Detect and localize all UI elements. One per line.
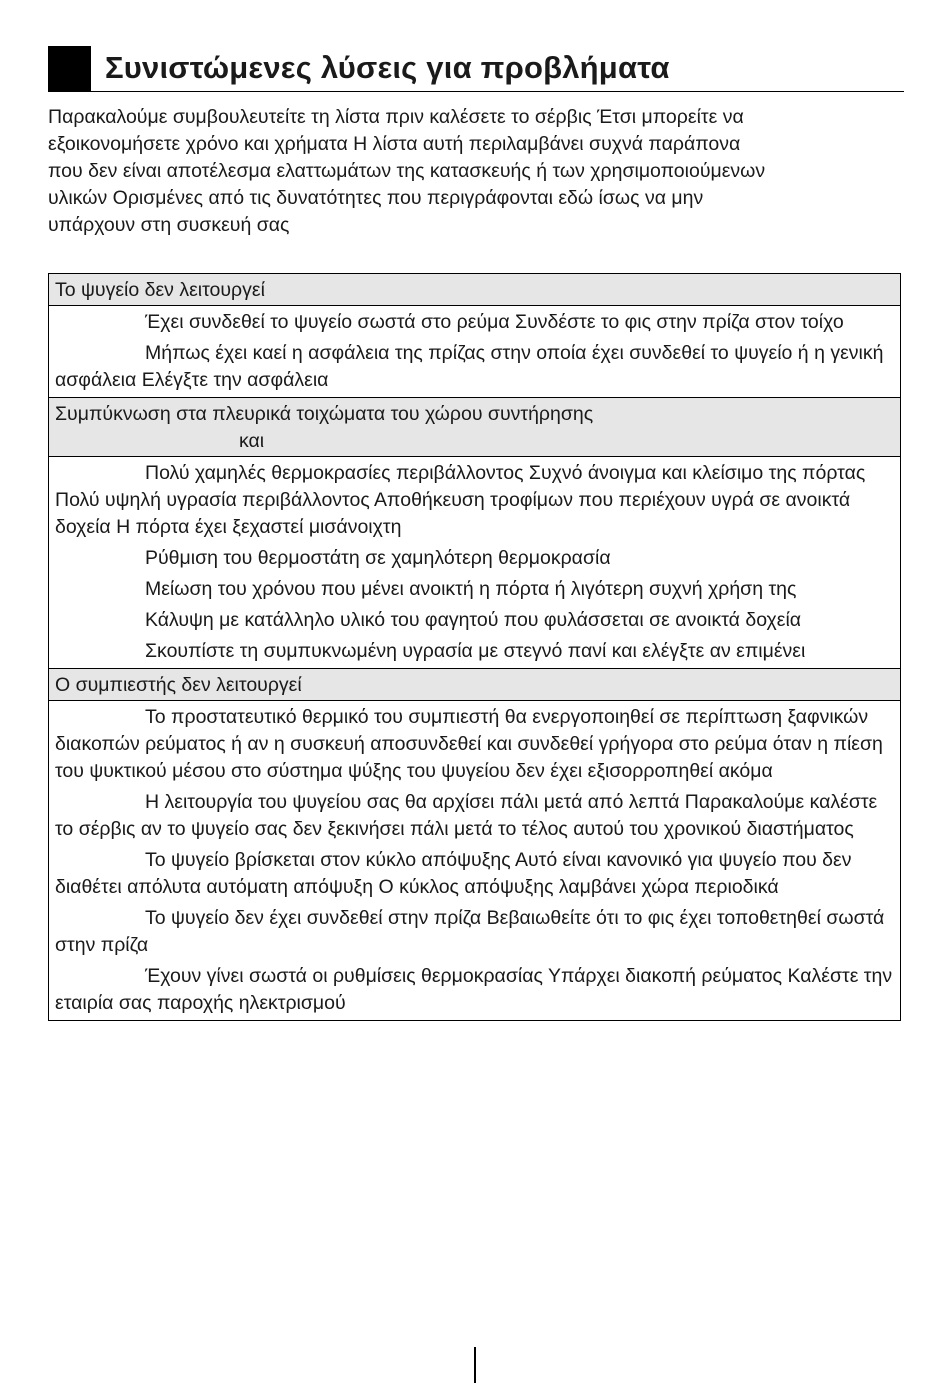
page-number-mark — [474, 1347, 476, 1383]
solution-item: Σκουπίστε τη συμπυκνωμένη υγρασία με στεγνό πανί και ελέγξτε αν επιμένει — [145, 640, 806, 662]
solution-item: Κάλυψη με κατάλληλο υλικό του φαγητού που φυλάσσεται σε ανοικτά δοχεία — [145, 609, 802, 631]
solution-item: Έχει συνδεθεί το ψυγείο σωστά στο ρεύμα Συνδέστε το φις στην πρίζα στον τοίχο — [145, 311, 844, 333]
problem-header-compressor — [49, 669, 900, 701]
section-heading — [48, 46, 904, 92]
solution-item: Μείωση του χρόνου που μένει ανοικτή η πόρτα ή λιγότερη συχνή χρήση της — [145, 578, 797, 600]
problem-title-continuation: και — [239, 430, 265, 452]
intro-line: υπάρχουν στη συσκευή σας — [48, 214, 290, 236]
solution-item: Το ψυγείο δεν έχει συνδεθεί στην πρίζα Βεβαιωθείτε ότι το φις έχει τοποθετηθεί σωστά στην πρίζα — [55, 907, 885, 956]
problem-title: Συμπύκνωση στα πλευρικά τοιχώματα του χώρου συντήρησης — [55, 403, 594, 425]
intro-line: που δεν είναι αποτέλεσμα ελαττωμάτων της κατασκευής ή των χρησιμοποιούμενων — [48, 160, 766, 182]
solution-item: Το προστατευτικό θερμικό του συμπιεστή θα ενεργοποιηθεί σε περίπτωση ξαφνικών διακοπών ρεύματος ή αν η συσκευή αποσυνδεθεί και συνδεθεί γρήγορα στο ρεύμα όταν η πίεση του ψυκτικού μέσου στο σύστημα ψύξης του ψυγείου δεν έχει εξισορροπηθεί ακόμα — [55, 706, 883, 782]
problem-header-condensation — [49, 398, 900, 457]
solutions-condensation — [49, 457, 900, 669]
solution-item: Ρύθμιση του θερμοστάτη σε χαμηλότερη θερμοκρασία — [145, 547, 611, 569]
intro-paragraph — [48, 104, 893, 239]
intro-line: εξοικονομήσετε χρόνο και χρήματα Η λίστα αυτή περιλαμβάνει συχνά παράπονα — [48, 133, 741, 155]
solution-item: Μήπως έχει καεί η ασφάλεια της πρίζας στην οποία έχει συνδεθεί το ψυγείο ή η γενική ασφάλεια Ελέγξτε την ασφάλεια — [55, 342, 884, 391]
problem-title: Το ψυγείο δεν λειτουργεί — [55, 279, 265, 301]
heading-black-square — [48, 46, 91, 91]
solutions-not-working — [49, 306, 900, 398]
solution-item: Έχουν γίνει σωστά οι ρυθμίσεις θερμοκρασίας Υπάρχει διακοπή ρεύματος Καλέστε την εταιρία σας παροχής ηλεκτρισμού — [55, 965, 893, 1014]
solution-item: Πολύ χαμηλές θερμοκρασίες περιβάλλοντος Συχνό άνοιγμα και κλείσιμο της πόρτας Πολύ υψηλή υγρασία περιβάλλοντος Αποθήκευση τροφίμων που περιέχουν υγρά σε ανοικτά δοχεία Η πόρτα έχει ξεχαστεί μισάνοιχτη — [55, 462, 866, 538]
solution-item: Η λειτουργία του ψυγείου σας θα αρχίσει πάλι μετά από λεπτά Παρακαλούμε καλέστε το σέρβις αν το ψυγείο σας δεν ξεκινήσει πάλι μετά το τέλος αυτού του χρονικού διαστήματος — [55, 791, 878, 840]
problem-header-not-working — [49, 274, 900, 306]
solutions-compressor — [49, 701, 900, 1020]
solution-item: Το ψυγείο βρίσκεται στον κύκλο απόψυξης Αυτό είναι κανονικό για ψυγείο που δεν διαθέτει απόλυτα αυτόματη απόψυξη Ο κύκλος απόψυξης λαμβάνει χώρα περιοδικά — [55, 849, 852, 898]
problem-title: Ο συμπιεστής δεν λειτουργεί — [55, 674, 302, 696]
intro-line: υλικών Ορισμένες από τις δυνατότητες που περιγράφονται εδώ ίσως να μην — [48, 187, 704, 209]
page-title: Συνιστώμενες λύσεις για προβλήματα — [105, 50, 670, 85]
intro-line: Παρακαλούμε συμβουλευτείτε τη λίστα πριν καλέσετε το σέρβις Έτσι μπορείτε να — [48, 106, 744, 128]
troubleshooting-table — [48, 273, 901, 1021]
